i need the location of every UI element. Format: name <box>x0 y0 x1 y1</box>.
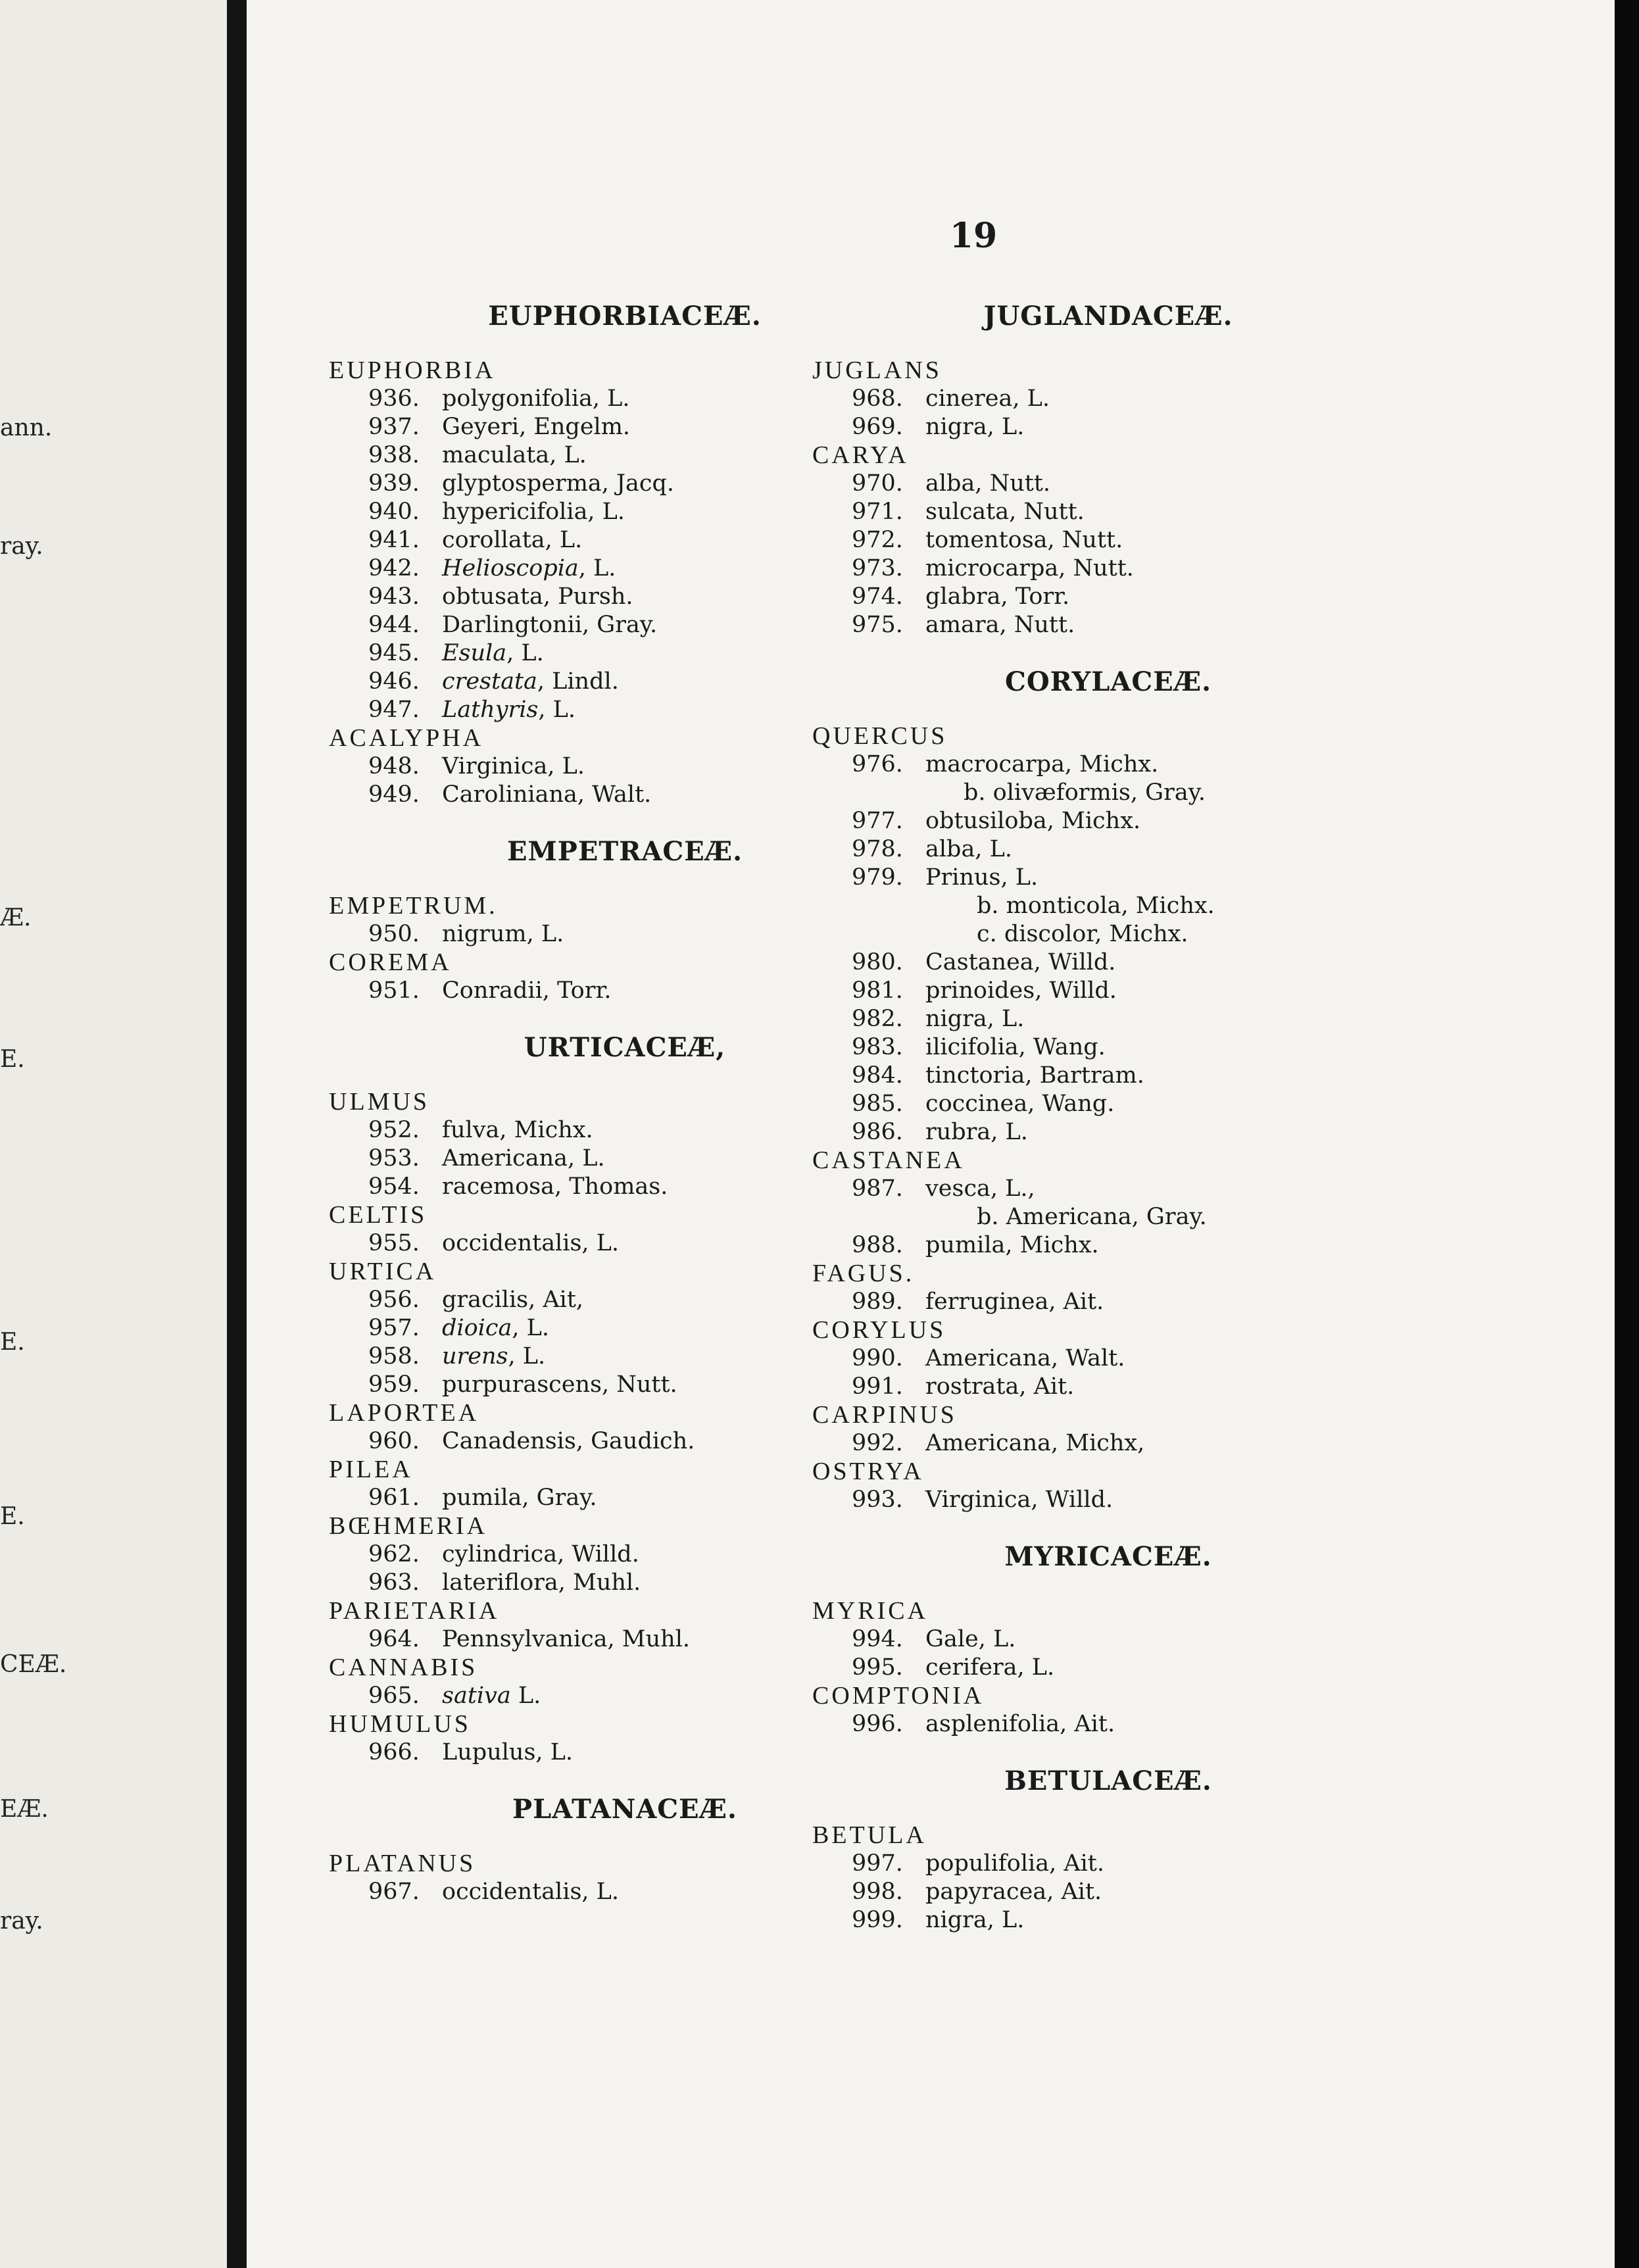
species-number: 951. <box>368 977 420 1004</box>
species-name: prinoides, Willd. <box>925 977 1117 1004</box>
genus-name: EUPHORBIA <box>329 357 496 384</box>
genus-name: LAPORTEA <box>329 1399 479 1427</box>
species-number: 964. <box>368 1626 420 1652</box>
species-entry <box>812 977 1404 1005</box>
species-name: cylindrica, Willd. <box>442 1541 639 1567</box>
species-number: 982. <box>852 1006 903 1032</box>
species-name: nigra, L. <box>925 1006 1025 1032</box>
species-entry <box>812 751 1404 779</box>
species-number: 983. <box>852 1034 903 1060</box>
species-number: 963. <box>368 1569 420 1596</box>
species-name: Virginica, L. <box>442 753 585 779</box>
species-name: corollata, L. <box>442 527 583 553</box>
species-number: 990. <box>852 1345 903 1371</box>
right-column <box>812 296 1404 1935</box>
species-name: rubra, L. <box>925 1119 1028 1145</box>
species-number: 950. <box>368 921 420 947</box>
genus-name: CANNABIS <box>329 1654 478 1681</box>
prev-page-fragment: EÆ. <box>0 1796 49 1823</box>
species-name: Pennsylvanica, Muhl. <box>442 1626 691 1652</box>
species-author: , L. <box>578 555 616 581</box>
species-name: racemosa, Thomas. <box>442 1173 668 1200</box>
species-number: 977. <box>852 808 903 834</box>
species-name: dioica <box>442 1315 512 1341</box>
species-number: 976. <box>852 751 903 777</box>
species-entry <box>812 1005 1404 1033</box>
species-name: sulcata, Nutt. <box>925 499 1085 525</box>
genus-name: CARPINUS <box>812 1401 957 1429</box>
species-entry <box>812 1850 1404 1878</box>
genus-name: COMPTONIA <box>812 1682 985 1710</box>
species-name: Virginica, Willd. <box>925 1487 1113 1513</box>
species-name: Americana, Michx, <box>925 1430 1145 1456</box>
species-number: 956. <box>368 1287 420 1313</box>
species-name: ilicifolia, Wang. <box>925 1034 1106 1060</box>
species-entry <box>812 555 1404 583</box>
species-number: 986. <box>852 1119 903 1145</box>
species-entry <box>812 807 1404 835</box>
species-number: 942. <box>368 555 420 581</box>
species-name: Geyeri, Engelm. <box>442 414 631 440</box>
species-number: 999. <box>852 1907 903 1933</box>
species-entry <box>812 1906 1404 1935</box>
species-number: 955. <box>368 1230 420 1256</box>
species-entry <box>812 1429 1404 1458</box>
species-entry <box>812 498 1404 526</box>
species-name: gracilis, Ait, <box>442 1287 584 1313</box>
species-number: 943. <box>368 583 420 610</box>
family-heading: CORYLACEÆ. <box>1004 666 1212 697</box>
species-name: occidentalis, L. <box>442 1879 620 1905</box>
species-number: 937. <box>368 414 420 440</box>
species-author: , L. <box>538 697 575 723</box>
family-heading: BETULACEÆ. <box>1004 1765 1212 1796</box>
variety-entry: b. olivæformis, Gray. <box>964 779 1206 806</box>
species-entry <box>812 413 1404 441</box>
species-name: Esula <box>442 640 507 666</box>
species-name: rostrata, Ait. <box>925 1373 1075 1400</box>
species-number: 985. <box>852 1091 903 1117</box>
genus-name: BŒHMERIA <box>329 1512 488 1540</box>
species-number: 978. <box>852 836 903 862</box>
species-name: ferruginea, Ait. <box>925 1289 1104 1315</box>
species-number: 954. <box>368 1173 420 1200</box>
genus-name: CELTIS <box>329 1201 428 1229</box>
species-name: pumila, Gray. <box>442 1485 597 1511</box>
species-entry <box>812 1118 1404 1146</box>
species-name: fulva, Michx. <box>442 1117 593 1143</box>
species-number: 980. <box>852 949 903 975</box>
species-name: alba, Nutt. <box>925 470 1051 497</box>
species-number: 967. <box>368 1879 420 1905</box>
species-name: crestata <box>442 668 537 695</box>
species-number: 971. <box>852 499 903 525</box>
genus-name: HUMULUS <box>329 1710 471 1738</box>
species-number: 952. <box>368 1117 420 1143</box>
family-heading: MYRICACEÆ. <box>1004 1541 1212 1572</box>
species-number: 966. <box>368 1739 420 1765</box>
species-author: L. <box>510 1683 541 1709</box>
species-number: 941. <box>368 527 420 553</box>
species-name: macrocarpa, Michx. <box>925 751 1159 777</box>
genus-name: CARYA <box>812 441 909 469</box>
species-name: papyracea, Ait. <box>925 1879 1102 1905</box>
species-name: glyptosperma, Jacq. <box>442 470 675 497</box>
species-author: , L. <box>512 1315 549 1341</box>
species-entry <box>812 526 1404 555</box>
species-entry <box>812 1062 1404 1090</box>
species-author: , L. <box>506 640 544 666</box>
species-name: polygonifolia, L. <box>442 385 630 412</box>
genus-name: EMPETRUM. <box>329 892 498 920</box>
species-entry <box>812 1175 1404 1203</box>
genus-name: PILEA <box>329 1456 413 1483</box>
species-number: 996. <box>852 1711 903 1737</box>
species-name: lateriflora, Muhl. <box>442 1569 641 1596</box>
species-number: 972. <box>852 527 903 553</box>
species-number: 974. <box>852 583 903 610</box>
family-heading: EMPETRACEÆ. <box>507 836 743 867</box>
species-name: purpurascens, Nutt. <box>442 1371 677 1398</box>
species-number: 988. <box>852 1232 903 1258</box>
species-number: 949. <box>368 781 420 808</box>
species-number: 957. <box>368 1315 420 1341</box>
species-name: microcarpa, Nutt. <box>925 555 1134 581</box>
prev-page-fragment: E. <box>0 1046 25 1073</box>
species-entry <box>812 470 1404 498</box>
species-name: maculata, L. <box>442 442 587 468</box>
species-number: 947. <box>368 697 420 723</box>
species-number: 997. <box>852 1850 903 1877</box>
genus-name: COREMA <box>329 949 452 976</box>
species-number: 936. <box>368 385 420 412</box>
species-entry <box>812 1373 1404 1401</box>
species-number: 948. <box>368 753 420 779</box>
species-name: cinerea, L. <box>925 385 1050 412</box>
species-number: 973. <box>852 555 903 581</box>
species-entry <box>812 1710 1404 1738</box>
species-number: 984. <box>852 1062 903 1089</box>
species-name: obtusiloba, Michx. <box>925 808 1141 834</box>
genus-name: FAGUS. <box>812 1260 915 1287</box>
species-name: Helioscopia <box>442 555 579 581</box>
species-name: occidentalis, L. <box>442 1230 620 1256</box>
species-name: tomentosa, Nutt. <box>925 527 1123 553</box>
species-name: populifolia, Ait. <box>925 1850 1105 1877</box>
prev-page-fragment: ann. <box>0 414 53 441</box>
species-name: sativa <box>442 1683 511 1709</box>
species-entry <box>812 1090 1404 1118</box>
species-name: pumila, Michx. <box>925 1232 1099 1258</box>
species-entry <box>812 864 1404 892</box>
prev-page-fragment: E. <box>0 1503 25 1530</box>
family-heading: EUPHORBIACEÆ. <box>488 301 762 332</box>
species-entry <box>812 1033 1404 1062</box>
species-name: amara, Nutt. <box>925 612 1075 638</box>
species-number: 939. <box>368 470 420 497</box>
species-number: 953. <box>368 1145 420 1171</box>
genus-name: PLATANUS <box>329 1850 476 1877</box>
species-name: Conradii, Torr. <box>442 977 612 1004</box>
species-name: nigra, L. <box>925 414 1025 440</box>
family-heading: URTICACEÆ, <box>524 1032 726 1063</box>
species-name: Prinus, L. <box>925 864 1039 891</box>
species-author: , Lindl. <box>537 668 619 695</box>
prev-page-fragment: ray. <box>0 1908 43 1935</box>
prev-page-fragment: Æ. <box>0 904 32 931</box>
species-number: 968. <box>852 385 903 412</box>
species-name: Gale, L. <box>925 1626 1016 1652</box>
genus-name: QUERCUS <box>812 722 948 750</box>
species-entry <box>812 835 1404 864</box>
species-name: Caroliniana, Walt. <box>442 781 652 808</box>
species-name: tinctoria, Bartram. <box>925 1062 1144 1089</box>
species-number: 992. <box>852 1430 903 1456</box>
species-author: , L. <box>508 1343 546 1369</box>
species-number: 975. <box>852 612 903 638</box>
species-entry <box>812 611 1404 639</box>
species-entry <box>812 385 1404 413</box>
genus-name: JUGLANS <box>812 357 942 384</box>
book-page <box>247 0 1615 2268</box>
book-gutter <box>227 0 247 2268</box>
species-number: 961. <box>368 1485 420 1511</box>
family-heading: JUGLANDACEÆ. <box>983 301 1233 332</box>
genus-name: CORYLUS <box>812 1316 946 1344</box>
species-name: alba, L. <box>925 836 1012 862</box>
species-name: urens <box>442 1343 508 1369</box>
variety-entry: b. monticola, Michx. <box>977 893 1215 919</box>
species-name: hypericifolia, L. <box>442 499 625 525</box>
species-number: 960. <box>368 1428 420 1454</box>
species-entry <box>812 1625 1404 1654</box>
species-name: Canadensis, Gaudich. <box>442 1428 695 1454</box>
species-name: vesca, L., <box>925 1175 1035 1202</box>
species-name: Castanea, Willd. <box>925 949 1116 975</box>
species-name: cerifera, L. <box>925 1654 1055 1681</box>
species-name: nigra, L. <box>925 1907 1025 1933</box>
family-heading: PLATANACEÆ. <box>512 1794 737 1825</box>
species-name: Lupulus, L. <box>442 1739 574 1765</box>
species-entry <box>812 1344 1404 1373</box>
previous-page-edge <box>0 0 227 2268</box>
species-number: 962. <box>368 1541 420 1567</box>
genus-name: PARIETARIA <box>329 1597 500 1625</box>
species-number: 981. <box>852 977 903 1004</box>
genus-name: BETULA <box>812 1821 927 1849</box>
species-name: Americana, Walt. <box>925 1345 1125 1371</box>
species-number: 965. <box>368 1683 420 1709</box>
species-number: 970. <box>852 470 903 497</box>
species-number: 969. <box>852 414 903 440</box>
species-number: 958. <box>368 1343 420 1369</box>
genus-name: MYRICA <box>812 1597 929 1625</box>
species-name: obtusata, Pursh. <box>442 583 633 610</box>
species-entry <box>812 1486 1404 1514</box>
species-number: 994. <box>852 1626 903 1652</box>
species-number: 959. <box>368 1371 420 1398</box>
genus-name: OSTRYA <box>812 1458 924 1485</box>
page-edge-shadow <box>1615 0 1639 2268</box>
species-entry <box>812 1654 1404 1682</box>
species-entry <box>812 949 1404 977</box>
species-number: 998. <box>852 1879 903 1905</box>
species-name: asplenifolia, Ait. <box>925 1711 1115 1737</box>
genus-name: URTICA <box>329 1258 437 1285</box>
species-number: 979. <box>852 864 903 891</box>
species-entry <box>812 1231 1404 1260</box>
page-number: 19 <box>949 216 998 256</box>
species-number: 938. <box>368 442 420 468</box>
genus-name: CASTANEA <box>812 1146 965 1174</box>
species-number: 991. <box>852 1373 903 1400</box>
species-number: 945. <box>368 640 420 666</box>
species-number: 989. <box>852 1289 903 1315</box>
species-number: 987. <box>852 1175 903 1202</box>
species-name: Americana, L. <box>442 1145 605 1171</box>
species-number: 993. <box>852 1487 903 1513</box>
species-entry <box>812 583 1404 611</box>
prev-page-fragment: ray. <box>0 533 43 560</box>
prev-page-fragment: E. <box>0 1329 25 1356</box>
species-name: coccinea, Wang. <box>925 1091 1115 1117</box>
species-entry <box>812 1878 1404 1906</box>
variety-entry: c. discolor, Michx. <box>977 921 1188 947</box>
species-name: Lathyris <box>442 697 539 723</box>
genus-name: ULMUS <box>329 1088 430 1116</box>
species-name: Darlingtonii, Gray. <box>442 612 658 638</box>
species-number: 995. <box>852 1654 903 1681</box>
species-name: glabra, Torr. <box>925 583 1070 610</box>
species-name: nigrum, L. <box>442 921 564 947</box>
genus-name: ACALYPHA <box>329 724 484 752</box>
species-number: 946. <box>368 668 420 695</box>
prev-page-fragment: CEÆ. <box>0 1651 67 1678</box>
species-number: 944. <box>368 612 420 638</box>
species-entry <box>812 1288 1404 1316</box>
species-number: 940. <box>368 499 420 525</box>
variety-entry: b. Americana, Gray. <box>977 1204 1207 1230</box>
